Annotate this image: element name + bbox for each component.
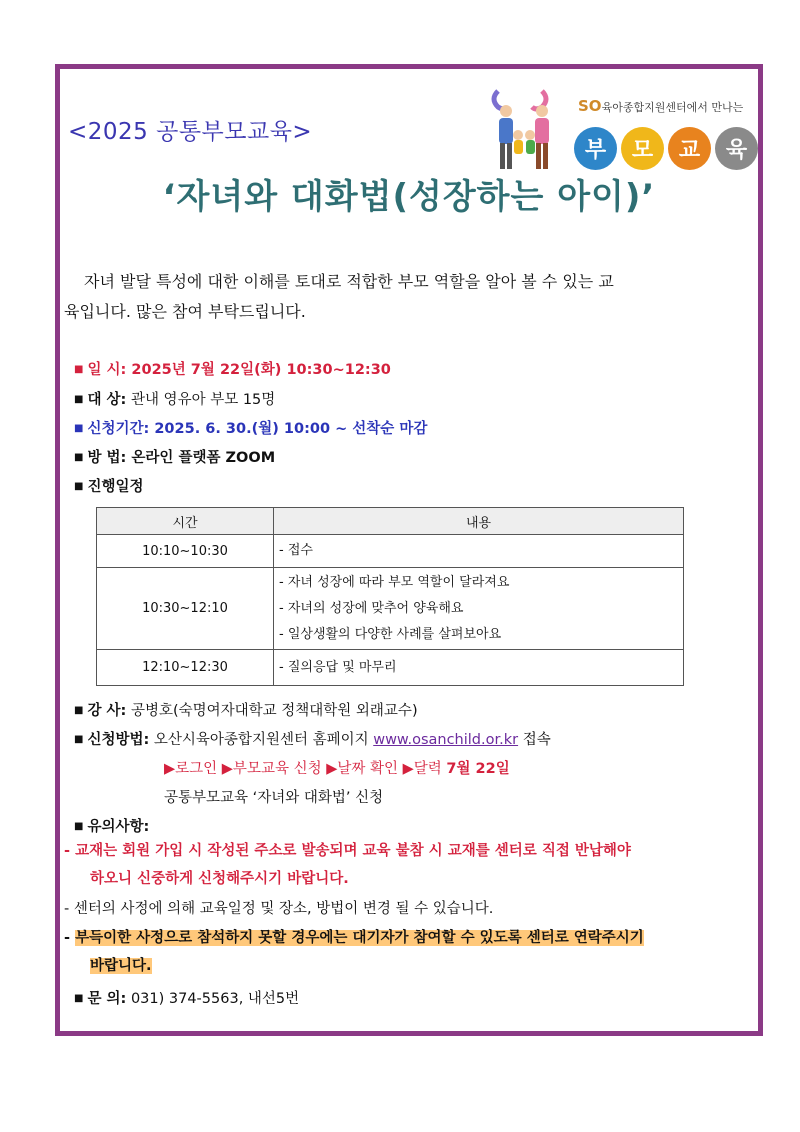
row-item: - 접수 — [279, 543, 313, 558]
logo-badge-4: 육 — [715, 127, 758, 170]
contact-value: 031) 374-5563, 내선5번 — [130, 991, 300, 1007]
step-login: ▶로그인 — [164, 761, 218, 777]
bullet-icon: ■ — [74, 364, 84, 375]
logo-brand-mark: SO — [578, 97, 602, 115]
row-time: 10:30~12:10 — [97, 568, 274, 650]
note-1-line-1: - 교재는 회원 가입 시 작성된 주소로 발송되며 교육 불참 시 교재를 센터로 직접 반납해야 — [64, 843, 631, 859]
note-3 — [64, 924, 756, 980]
row-time: 12:10~12:30 — [97, 650, 274, 686]
row-content — [274, 650, 684, 686]
info-method — [74, 446, 275, 467]
header-time: 시간 — [97, 508, 274, 535]
note-3-dash: - — [64, 930, 76, 946]
period-value: 2025. 6. 30.(월) 10:00 ~ 선착순 마감 — [154, 421, 428, 437]
note-1-line-2: 하오니 신중하게 신청해주시기 바랍니다. — [90, 871, 349, 887]
page-heading: <2025 공통부모교육> — [68, 119, 313, 145]
note-3-line-2: 바랍니다. — [90, 958, 152, 974]
method-value: 온라인 플랫폼 ZOOM — [131, 450, 276, 466]
step-date-check: ▶날짜 확인 — [326, 761, 398, 777]
bullet-icon: ■ — [74, 821, 84, 832]
note-2: - 센터의 사정에 의해 교육일정 및 장소, 방법이 변경 될 수 있습니다. — [64, 901, 494, 917]
logo-badge-3: 교 — [668, 127, 711, 170]
note-3-line-1: 부득이한 사정으로 참석하지 못할 경우에는 대기자가 참여할 수 있도록 센터로 연락주시기 — [75, 930, 644, 946]
row-content — [274, 568, 684, 650]
info-schedule-label — [74, 475, 143, 496]
apply-label: 신청방법: — [87, 732, 150, 748]
target-value: 관내 영유아 부모 15명 — [130, 392, 276, 408]
bullet-icon: ■ — [74, 481, 84, 492]
header-content: 내용 — [274, 508, 684, 535]
target-label: 대 상: — [87, 392, 127, 408]
info-lecturer — [74, 699, 418, 720]
table-row — [97, 535, 684, 568]
bullet-icon: ■ — [74, 394, 84, 405]
row-item: - 자녀 성장에 따라 부모 역할이 달라져요 — [279, 574, 510, 590]
apply-steps — [164, 757, 510, 778]
logo-badge-1: 부 — [574, 127, 617, 170]
step-parent-edu: ▶부모교육 신청 — [221, 761, 322, 777]
intro-line-2: 육입니다. 많은 참여 부탁드립니다. — [64, 302, 306, 321]
table-row — [97, 568, 684, 650]
info-apply — [74, 728, 551, 749]
homepage-link[interactable]: www.osanchild.or.kr — [373, 732, 519, 748]
info-period — [74, 417, 427, 438]
bullet-icon: ■ — [74, 452, 84, 463]
intro-line-1: 자녀 발달 특성에 대한 이해를 토대로 적합한 부모 역할을 알아 볼 수 있는 교 — [84, 272, 614, 291]
row-item: - 자녀의 성장에 맞추어 양육해요 — [279, 600, 464, 616]
note-1 — [64, 837, 756, 893]
program-title: ‘자녀와 대화법(성장하는 아이)’ — [162, 177, 656, 217]
date-value: 2025년 7월 22일(화) 10:30~12:30 — [131, 362, 391, 378]
logo-tagline: 육아종합지원센터에서 만나는 — [601, 101, 744, 114]
period-label: 신청기간: — [87, 421, 150, 437]
row-content — [274, 535, 684, 568]
row-time: 10:10~10:30 — [97, 535, 274, 568]
apply-prefix: 오산시육아종합지원센터 홈페이지 — [153, 732, 369, 748]
apply-line-3: 공통부모교육 ‘자녀와 대화법’ 신청 — [164, 790, 384, 806]
bullet-icon: ■ — [74, 705, 84, 716]
document-frame — [55, 64, 763, 1036]
bullet-icon: ■ — [74, 423, 84, 434]
row-item: - 질의응답 및 마무리 — [279, 659, 397, 675]
lecturer-label: 강 사: — [87, 703, 127, 719]
family-illustration-icon — [484, 83, 564, 179]
step-date: 7월 22일 — [446, 761, 510, 777]
schedule-label: 진행일정 — [87, 479, 144, 495]
bullet-icon: ■ — [74, 993, 84, 1004]
intro-paragraph — [64, 267, 756, 327]
info-date — [74, 358, 391, 379]
row-item: - 일상생활의 다양한 사례를 살펴보아요 — [279, 626, 502, 642]
logo-badge-2: 모 — [621, 127, 664, 170]
notes-label: 유의사항: — [87, 819, 150, 835]
method-label: 방 법: — [87, 450, 127, 466]
bullet-icon: ■ — [74, 734, 84, 745]
logo-badges — [574, 127, 758, 170]
program-logo — [484, 83, 752, 183]
date-label: 일 시: — [87, 362, 127, 378]
apply-suffix: 접속 — [522, 732, 551, 748]
contact-label: 문 의: — [87, 991, 127, 1007]
lecturer-value: 공병호(숙명여자대학교 정책대학원 외래교수) — [130, 703, 418, 719]
notes-heading — [74, 815, 149, 836]
step-calendar: ▶달력 — [402, 761, 442, 777]
info-target — [74, 388, 275, 409]
schedule-table — [96, 507, 684, 686]
info-contact — [74, 987, 299, 1008]
table-row — [97, 650, 684, 686]
table-header-row — [97, 508, 684, 535]
